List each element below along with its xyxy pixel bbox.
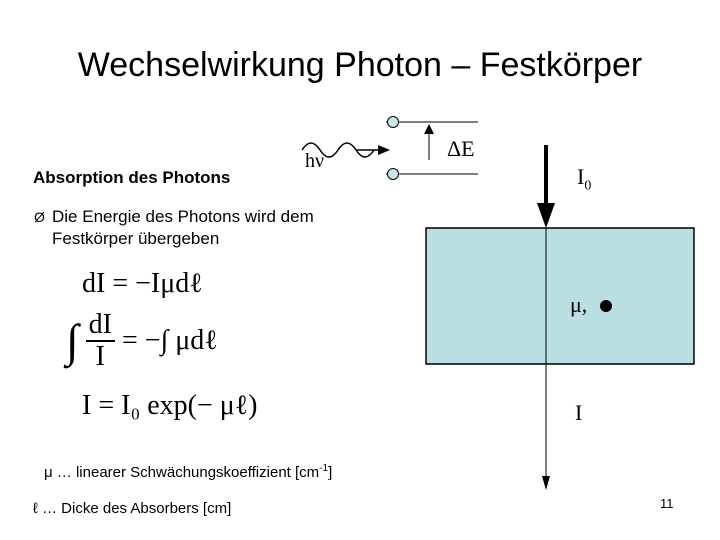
equation-integral xyxy=(66,310,218,372)
equation-integral-rhs: = −∫ μdℓ xyxy=(121,325,218,356)
energy-gap-label: ΔE xyxy=(447,136,475,161)
photon-arrowhead-icon xyxy=(378,145,390,155)
fraction-denominator: I xyxy=(95,341,105,372)
slide-title: Wechselwirkung Photon – Festkörper xyxy=(77,46,643,84)
note-mu-text: μ … linearer Schwächungskoeffizient [cm xyxy=(44,464,320,481)
absorber-block xyxy=(426,228,694,364)
note-thickness: ℓ … Dicke des Absorbers [cm] xyxy=(33,500,232,517)
bullet-text-line1: Die Energie des Photons wird dem xyxy=(52,207,314,226)
transmitted-beam-arrowhead-icon xyxy=(542,476,550,490)
equation-exponential: I = I₀ exp(− μℓ) xyxy=(82,390,258,421)
note-mu-exponent: -1 xyxy=(319,463,329,474)
photon-energy-label: hν xyxy=(305,150,325,172)
energy-gap-arrowhead-icon xyxy=(424,124,434,134)
absorber-dot-icon xyxy=(600,300,612,312)
subtitle: Absorption des Photons xyxy=(33,168,231,187)
bullet-arrow-icon: Ø xyxy=(34,209,45,225)
upper-level-marker-icon xyxy=(388,117,399,128)
page-number: 11 xyxy=(660,496,674,511)
fraction-numerator: dI xyxy=(86,310,115,342)
incident-intensity-symbol: I xyxy=(577,164,585,189)
transmitted-intensity-label: I xyxy=(575,400,583,425)
integral-sign-icon: ∫ xyxy=(66,315,79,366)
bullet-text-line2: Festkörper übergeben xyxy=(52,229,220,248)
note-mu xyxy=(44,463,332,481)
fraction xyxy=(86,310,115,372)
incident-beam-arrowhead-icon xyxy=(537,203,555,228)
incident-intensity-subscript: 0 xyxy=(584,178,592,194)
lower-level-marker-icon xyxy=(388,169,399,180)
bullet-point xyxy=(34,206,314,250)
equation-differential: dI = −Iμdℓ xyxy=(82,268,203,299)
note-mu-suffix: ] xyxy=(328,464,333,481)
absorber-coefficient-label: μ, xyxy=(570,292,588,317)
incident-intensity-label xyxy=(577,164,591,194)
